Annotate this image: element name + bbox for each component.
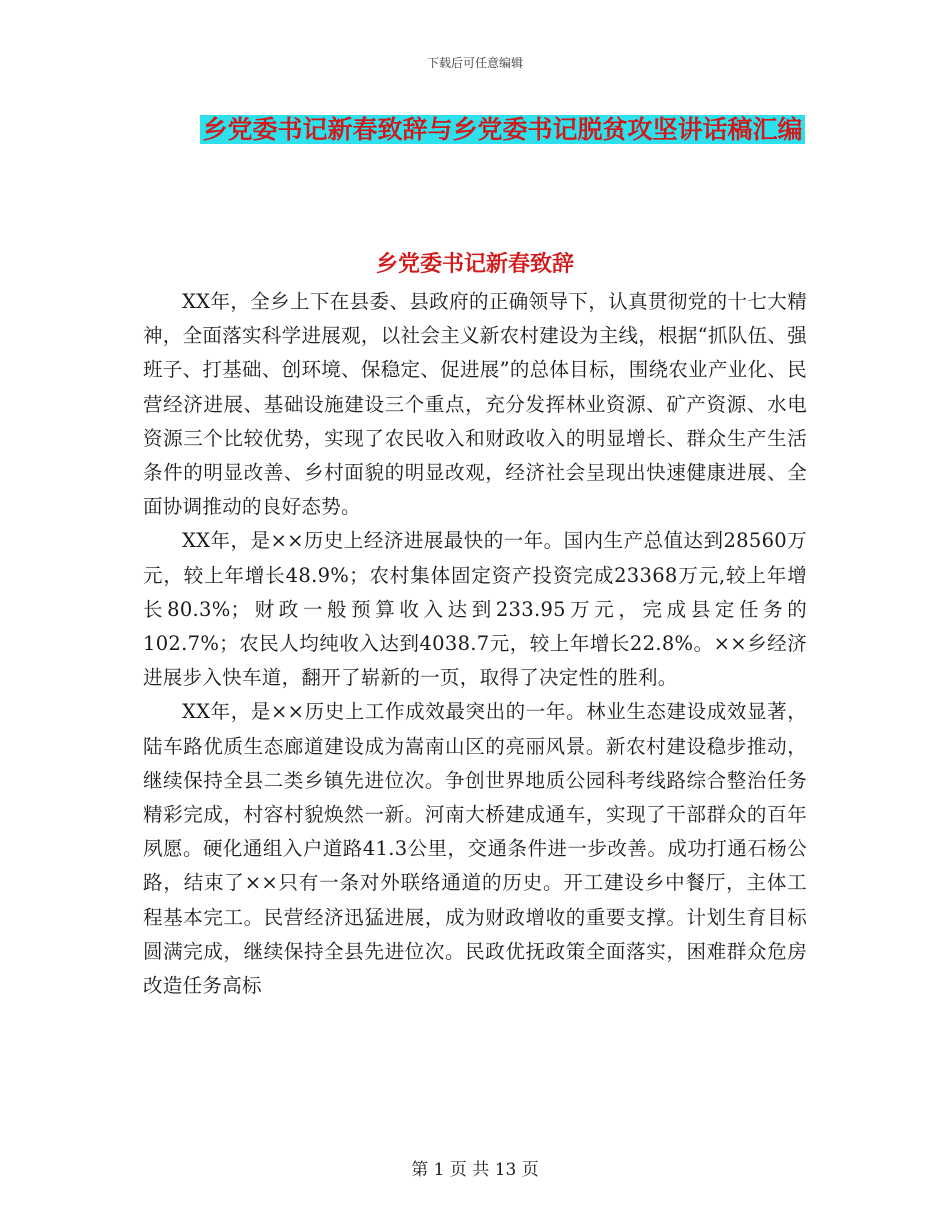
page-footer: 第 1 页 共 13 页 [411, 1160, 539, 1180]
paragraph-1: XX年，全乡上下在县委、县政府的正确领导下，认真贯彻党的十七大精神，全面落实科学进展观，以社会主义新农村建设为主线，根据“抓队伍、强班子、打基础、创环境、保稳定、促进展”的总体目标，围绕农业产业化、民营经济进展、基础设施建设三个重点，充分发挥林业资源、矿产资源、水电资源三个比较优势，实现了农民收入和财政收入的明显增长、群众生产生活条件的明显改善、乡村面貌的明显改观，经济社会呈现出快速健康进展、全面协调推动的良好态势。 [143, 290, 807, 519]
document-title [190, 110, 815, 150]
section-title: 乡党委书记新春致辞 [375, 252, 574, 277]
document-title-text: 乡党委书记新春致辞与乡党委书记脱贫攻坚讲话稿汇编 [202, 115, 803, 144]
page-header-note: 下载后可任意编辑 [426, 56, 523, 70]
document-body [143, 285, 807, 1003]
paragraph-2: XX年，是××历史上经济进展最快的一年。国内生产总值达到28560万元，较上年增长48.9%；农村集体固定资产投资完成23368万元,较上年增长80.3%；财政一般预算收入达到233.95万元，完成县定任务的102.7%；农民人均纯收入达到4038.7元，较上年增长22.8%。××乡经济进展步入快车道，翻开了崭新的一页，取得了决定性的胜利。 [143, 529, 807, 690]
paragraph-3: XX年，是××历史上工作成效最突出的一年。林业生态建设成效显著，陆车路优质生态廊道建设成为嵩南山区的亮丽风景。新农村建设稳步推动，继续保持全县二类乡镇先进位次。争创世界地质公园科考线路综合整治任务精彩完成，村容村貌焕然一新。河南大桥建成通车，实现了干部群众的百年夙愿。硬化通组入户道路41.3公里，交通条件进一步改善。成功打通石杨公路，结束了××只有一条对外联络通道的历史。开工建设乡中餐厅，主体工程基本完工。民营经济迅猛进展，成为财政增收的重要支撑。计划生育目标圆满完成，继续保持全县先进位次。民政优抚政策全面落实，困难群众危房改造任务高标 [143, 700, 807, 998]
